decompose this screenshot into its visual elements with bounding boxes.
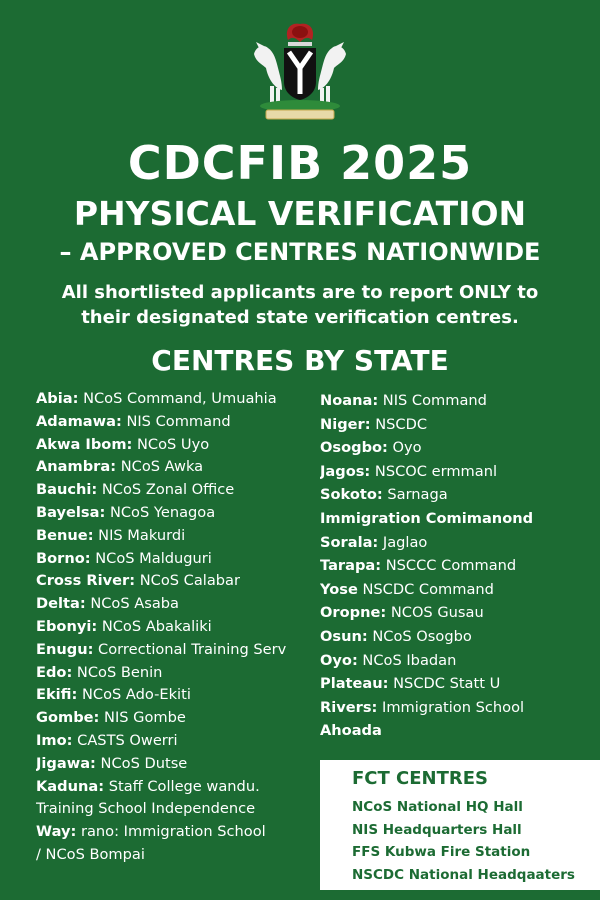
centre-name: / NCoS Bompai	[36, 845, 145, 863]
state-name: Cross River:	[36, 572, 136, 590]
state-name: Abia:	[36, 390, 79, 407]
centre-row	[320, 531, 590, 555]
state-name: Adamawa:	[36, 412, 122, 430]
section-heading: CENTRES BY STATE	[151, 344, 449, 377]
state-name: Oyo:	[320, 651, 358, 669]
centre-name: Oyo	[387, 439, 422, 457]
fct-centre-item: NIS Headquarters Hall	[352, 821, 522, 838]
centre-name: NCoS Malduguri	[90, 549, 212, 567]
centre-name: NCoS Ado-Ekiti	[77, 686, 191, 704]
centre-name: NSCCC Command	[381, 557, 517, 575]
centre-row	[36, 798, 316, 821]
centre-name: NIS Command	[378, 392, 487, 409]
state-name: Gombe:	[36, 709, 100, 727]
centre-row	[320, 436, 590, 460]
state-name: Imo:	[36, 731, 73, 749]
state-name: Akwa Ibom:	[36, 435, 133, 453]
state-name: Bayelsa:	[36, 503, 106, 521]
fct-title: FCT CENTRES	[352, 768, 489, 789]
centre-name: NCOS Gusau	[386, 604, 484, 622]
centre-row	[36, 479, 316, 502]
centre-row	[320, 483, 590, 507]
state-name: Soralа:	[320, 533, 379, 551]
centre-row	[36, 434, 316, 457]
centre-row	[320, 389, 590, 413]
state-name: Edo:	[36, 663, 73, 681]
centre-row	[320, 672, 590, 696]
centre-name: NSCOC ermmanl	[370, 462, 498, 480]
centre-row	[36, 525, 316, 548]
state-name: Tarapa:	[320, 557, 382, 575]
centre-name: Correctional Training Serv	[93, 640, 287, 658]
state-name: Noana:	[320, 392, 379, 409]
state-name: Way:	[36, 823, 77, 841]
state-name: Anambra:	[36, 458, 117, 476]
centre-row	[36, 639, 316, 662]
fct-centre-item: NSCDC National Headqaaters	[352, 866, 575, 883]
centre-row	[36, 570, 316, 593]
centre-name: NIS Command	[121, 412, 231, 430]
centre-name: Staff College wandu.	[104, 777, 260, 795]
fct-centre-item: NCoS National HQ Hall	[352, 799, 523, 815]
centre-name: Jaglao	[378, 533, 428, 551]
centre-name: Training School Independence	[36, 800, 256, 818]
coat-of-arms-icon	[236, 18, 364, 124]
notice-text: All shortlisted applicants are to report ONLY to their designated state verification centres.	[61, 282, 539, 328]
centre-name: NCoS Benin	[72, 663, 163, 681]
centre-row	[36, 411, 316, 434]
centre-row	[36, 707, 316, 730]
centre-row	[36, 662, 316, 685]
centre-row	[36, 776, 316, 799]
centre-name: NCoS Dutse	[95, 754, 188, 772]
centre-name: NSCDC Command	[357, 580, 494, 598]
centre-row	[36, 456, 316, 479]
state-name: Jagos:	[320, 462, 371, 480]
centres-right-column	[320, 389, 590, 743]
centre-name: NIS Makurdi	[93, 526, 186, 544]
state-name: Oropne:	[320, 604, 387, 622]
centre-name: NCoS Zonal Office	[97, 481, 235, 499]
centre-name: NSCDC Statt U	[388, 675, 501, 693]
centre-row	[36, 548, 316, 571]
centre-row	[36, 753, 316, 776]
centre-row	[36, 821, 316, 844]
centre-row	[320, 719, 590, 743]
centre-row	[320, 413, 590, 437]
centre-name: Sarnaga	[382, 486, 448, 504]
state-name: Rivers:	[320, 698, 378, 716]
state-name: Plateau:	[320, 675, 389, 693]
state-name: Benue:	[36, 526, 94, 544]
state-name: Osun:	[320, 627, 368, 645]
state-name: Kaduna:	[36, 777, 105, 795]
state-name: Enugu:	[36, 640, 94, 658]
fct-list	[352, 796, 575, 886]
centre-row	[320, 460, 590, 484]
page-subtitle: PHYSICAL VERIFICATION	[73, 194, 527, 233]
centre-name: NCoS Command, Umuahia	[78, 390, 277, 407]
centre-row	[36, 502, 316, 525]
fct-centres-box	[320, 760, 600, 890]
centre-name: NCoS Awka	[116, 458, 204, 476]
centre-name: Immigration School	[377, 698, 525, 716]
centre-row	[320, 554, 590, 578]
state-name: Bauchi:	[36, 481, 98, 499]
page-title: CDCFIB 2025	[127, 136, 473, 190]
state-name: Immigration Comimanond	[320, 509, 534, 527]
centre-name: rano: Immigration School	[76, 823, 266, 841]
state-name: Delta:	[36, 595, 86, 613]
fct-centre-item: FFS Kubwa Fire Station	[352, 844, 531, 860]
centre-row	[36, 593, 316, 616]
centre-name: NCoS Asaba	[85, 595, 180, 613]
state-name: Borno:	[36, 549, 91, 567]
state-name: Sokoto:	[320, 486, 383, 504]
centre-row	[36, 684, 316, 707]
state-name: Ahoada	[320, 722, 382, 740]
centre-row	[36, 730, 316, 753]
state-name: Osogbo:	[320, 439, 388, 457]
centre-row	[320, 601, 590, 625]
state-name: Ebonyi:	[36, 617, 98, 635]
centre-row	[36, 844, 316, 867]
state-name: Yose	[320, 580, 358, 598]
centre-row	[320, 649, 590, 673]
state-name: Niger:	[320, 415, 371, 433]
page-subtitle-secondary: – APPROVED CENTRES NATIONWIDE	[59, 238, 541, 266]
centre-row	[320, 507, 590, 531]
centre-name: NIS Gombe	[99, 709, 186, 727]
centre-name: CASTS Owerri	[72, 731, 178, 749]
centre-name: NCoS Uyo	[132, 435, 210, 453]
centre-name: NCoS Calabar	[135, 572, 240, 590]
centre-row	[320, 625, 590, 649]
centre-row	[320, 578, 590, 602]
centre-name: NSCDC	[370, 415, 428, 433]
centre-name: NCoS Osogbo	[367, 627, 472, 645]
state-name: Ekifi:	[36, 686, 78, 704]
centre-row	[36, 388, 316, 411]
centre-name: NCoS Ibadan	[357, 651, 457, 669]
centre-name: NCoS Yenagoa	[105, 503, 216, 521]
centre-name: NCoS Abakaliki	[97, 617, 212, 635]
state-name: Jigawa:	[36, 754, 96, 772]
centre-row	[320, 696, 590, 720]
centre-row	[36, 616, 316, 639]
centres-left-column	[36, 388, 316, 867]
